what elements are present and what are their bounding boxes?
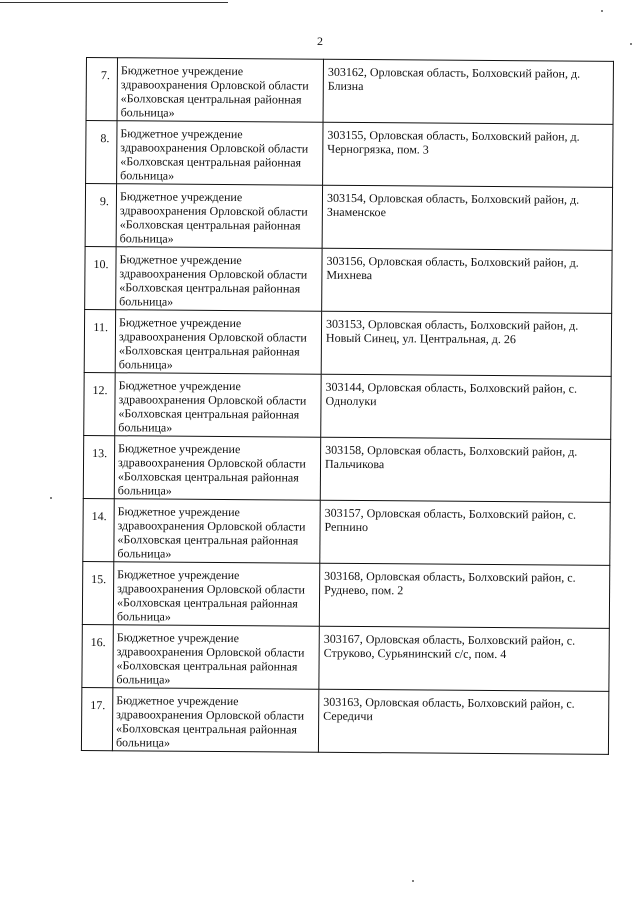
scan-speck (412, 880, 414, 882)
facilities-table (81, 57, 614, 755)
institution-name: Бюджетное учреждение здравоохранения Орловской области «Болховская центральная районная больница» (117, 58, 323, 123)
row-number: 7. (86, 58, 117, 121)
row-number: 16. (82, 624, 113, 687)
row-number: 15. (82, 561, 113, 624)
table-row (82, 561, 609, 628)
address: 303167, Орловская область, Болховский район, с. Струково, Сурьянинский с/с, пом. 4 (319, 626, 609, 691)
row-number: 14. (83, 498, 114, 561)
address: 303153, Орловская область, Болховский район, д. Новый Синец, ул. Центральная, д. 26 (321, 311, 611, 376)
address: 303156, Орловская область, Болховский район, д. Михнева (322, 248, 612, 313)
address: 303162, Орловская область, Болховский район, д. Близна (323, 59, 613, 124)
scan-speck (601, 10, 603, 12)
scan-speck (50, 497, 52, 499)
row-number: 10. (85, 246, 116, 309)
institution-name: Бюджетное учреждение здравоохранения Орловской области «Болховская центральная районная больница» (116, 247, 322, 312)
address: 303163, Орловская область, Болховский район, с. Середичи (318, 689, 608, 754)
institution-name: Бюджетное учреждение здравоохранения Орловской области «Болховская центральная районная больница» (117, 121, 323, 186)
table-row (83, 498, 610, 565)
institution-name: Бюджетное учреждение здравоохранения Орловской области «Болховская центральная районная больница» (112, 688, 318, 753)
row-number: 12. (84, 372, 115, 435)
table-row (86, 121, 613, 188)
address: 303158, Орловская область, Болховский район, д. Пальчикова (320, 437, 610, 502)
institution-name: Бюджетное учреждение здравоохранения Орловской области «Болховская центральная районная больница» (115, 373, 321, 438)
row-number: 9. (85, 184, 116, 247)
address: 303157, Орловская область, Болховский район, с. Репнино (320, 500, 610, 565)
institution-name: Бюджетное учреждение здравоохранения Орловской области «Болховская центральная районная больница» (116, 184, 322, 249)
row-number: 8. (86, 121, 117, 184)
address: 303155, Орловская область, Болховский район, д. Черногрязка, пом. 3 (323, 122, 613, 187)
institution-name: Бюджетное учреждение здравоохранения Орловской области «Болховская центральная районная больница» (113, 625, 319, 690)
row-number: 17. (81, 687, 112, 750)
table-row (83, 435, 610, 502)
table-row (82, 624, 609, 691)
top-rule (0, 2, 228, 3)
institution-name: Бюджетное учреждение здравоохранения Орловской области «Болховская центральная районная больница» (114, 436, 320, 501)
table-row (86, 58, 613, 125)
table-row (84, 309, 611, 376)
table-row (85, 246, 612, 313)
table-row (85, 184, 612, 251)
row-number: 13. (83, 435, 114, 498)
institution-name: Бюджетное учреждение здравоохранения Орловской области «Болховская центральная районная больница» (113, 562, 319, 627)
page-number: 2 (317, 34, 323, 48)
institution-name: Бюджетное учреждение здравоохранения Орловской области «Болховская центральная районная больница» (114, 499, 320, 564)
row-number: 11. (84, 309, 115, 372)
table-row (84, 372, 611, 439)
table-row (81, 687, 608, 754)
address: 303168, Орловская область, Болховский район, с. Руднево, пом. 2 (319, 563, 609, 628)
address: 303144, Орловская область, Болховский район, с. Однолуки (321, 374, 611, 439)
address: 303154, Орловская область, Болховский район, д. Знаменское (322, 185, 612, 250)
institution-name: Бюджетное учреждение здравоохранения Орловской области «Болховская центральная районная больница» (115, 310, 321, 375)
